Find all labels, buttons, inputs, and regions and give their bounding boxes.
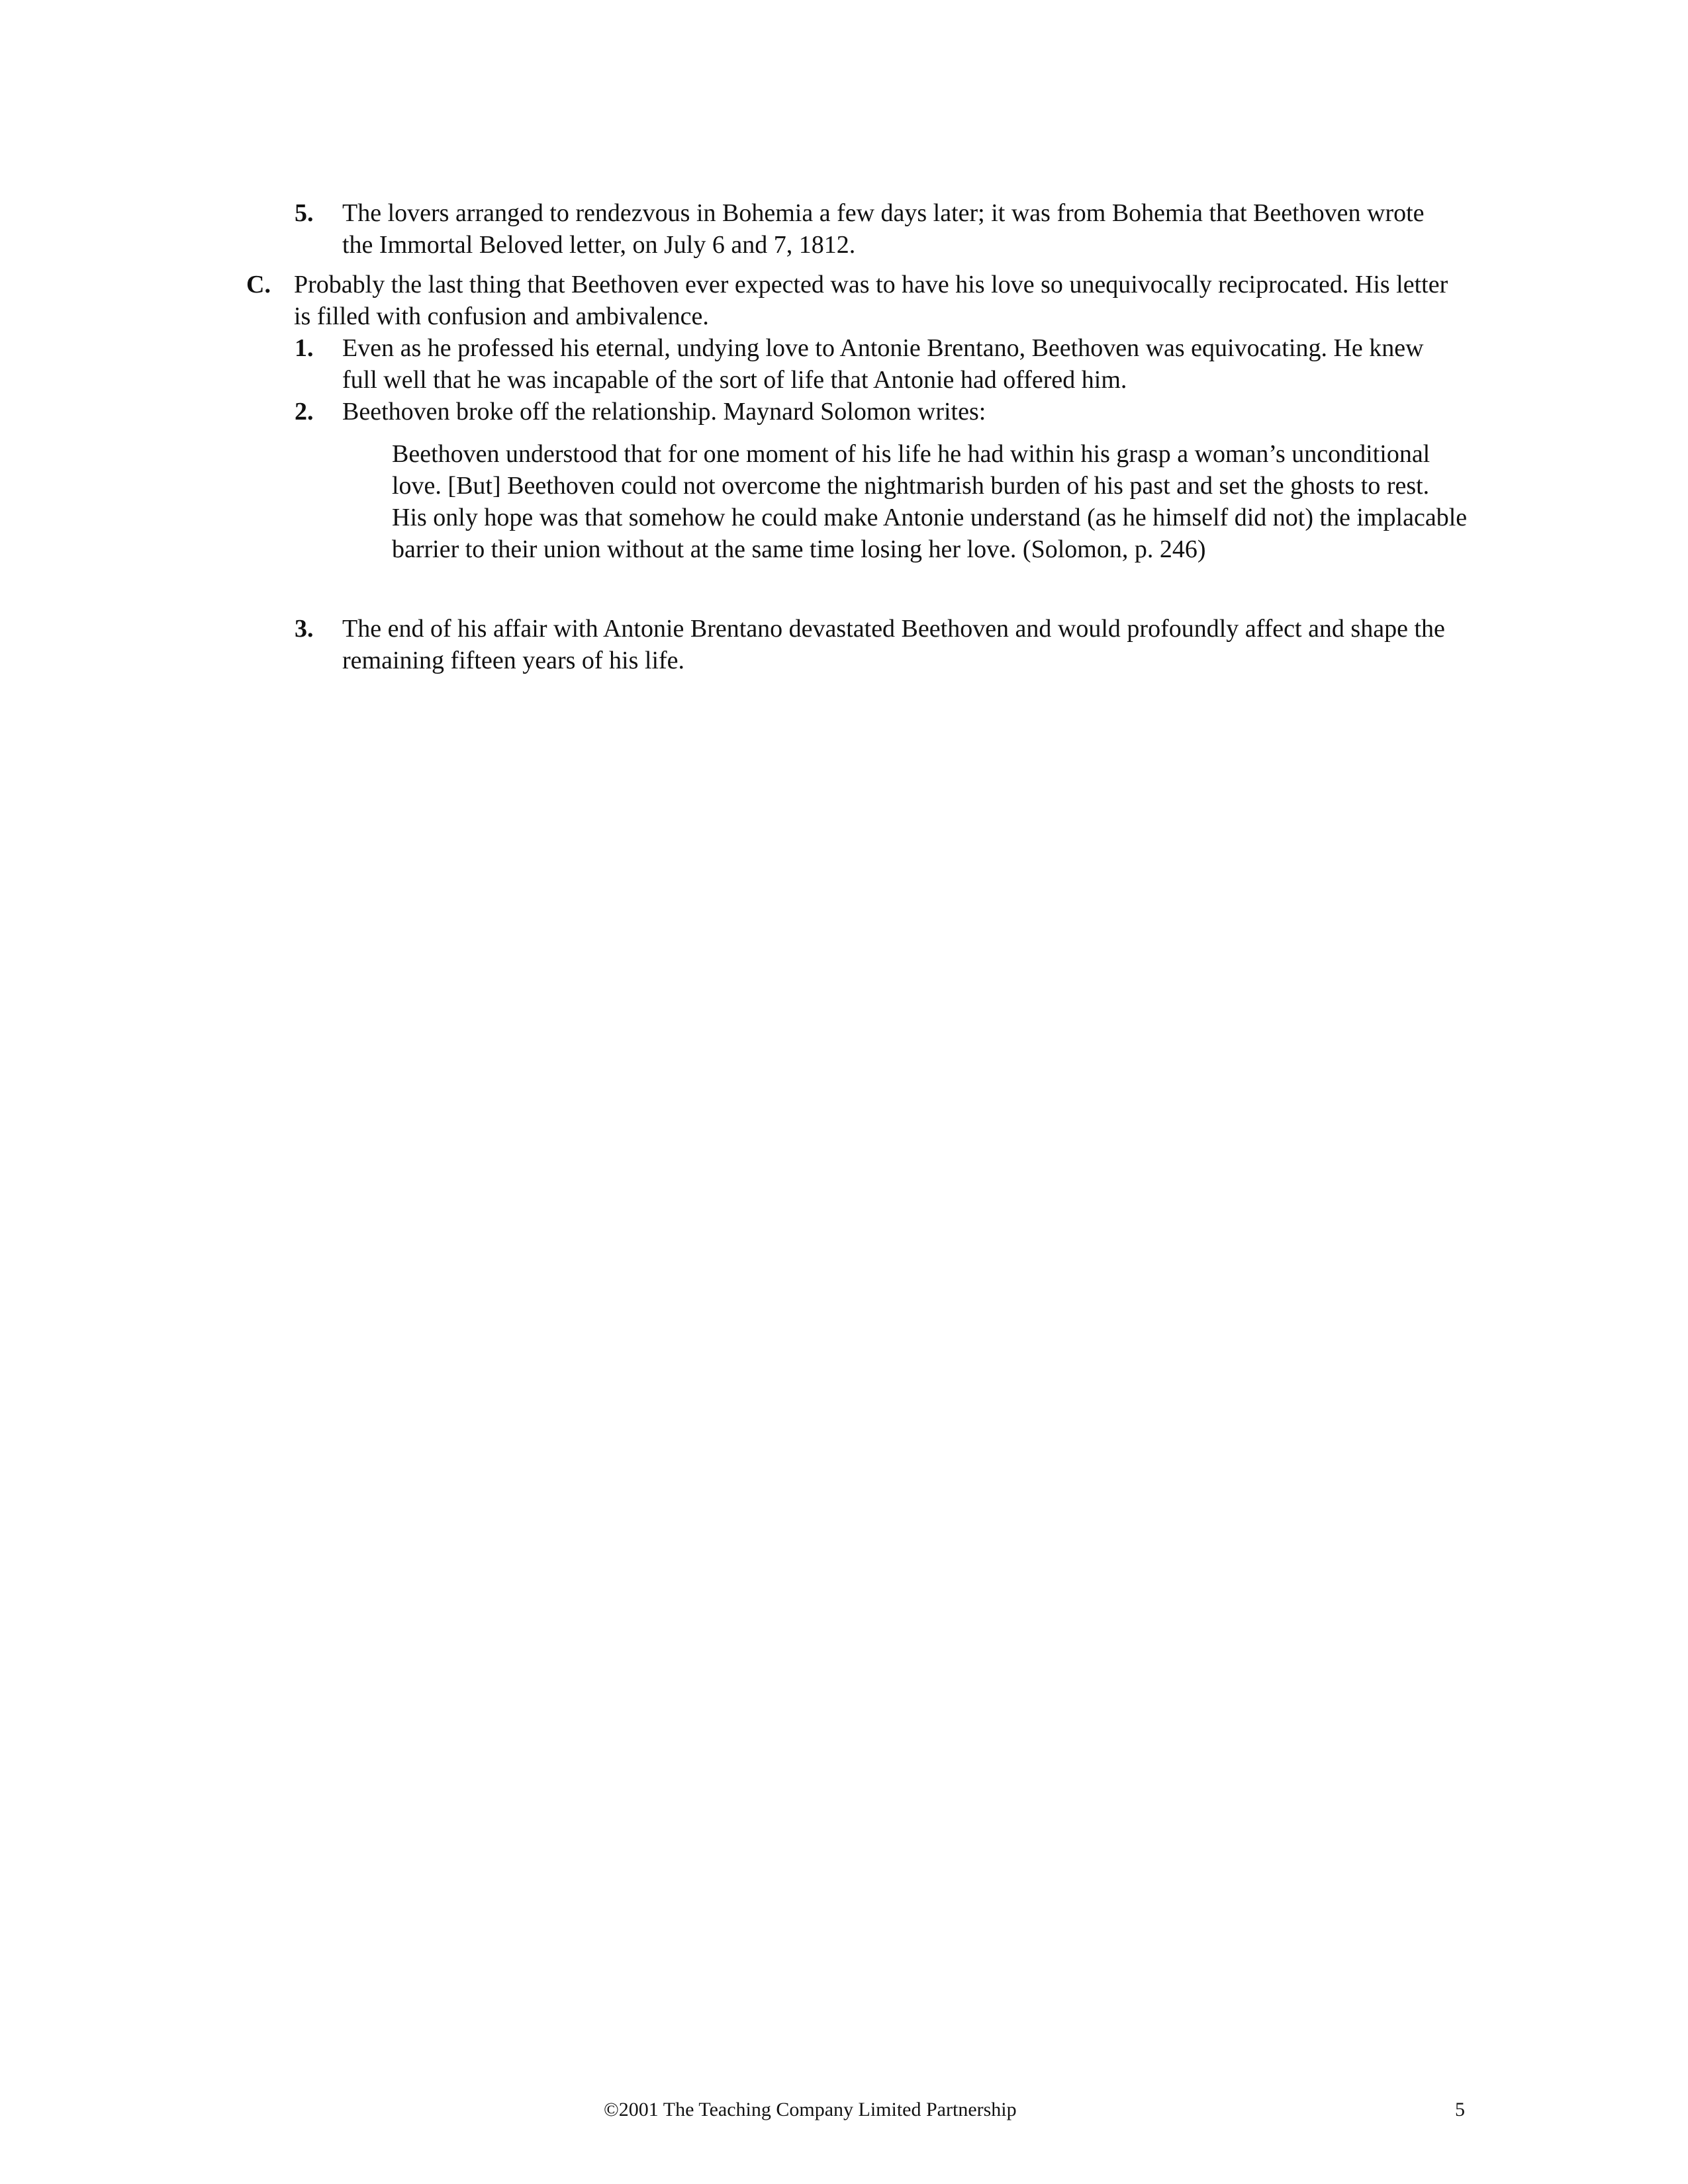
block-quote: Beethoven understood that for one moment of his life he had within his grasp a woman’s unconditional love. [But] Beethoven could not overcome the nightmarish burden of his past and set the ghosts to rest. His only hope was that somehow he could make Antonie understand (as he himself did not) the implacable barrier to their union without at the same time losing her love. (Solomon, p. 246) <box>392 440 1468 563</box>
item-text: Even as he professed his eternal, undying love to Antonie Brentano, Beethoven was equivocating. He knew full well that he was incapable of the sort of life that Antonie had offered him. <box>342 334 1424 394</box>
item-marker: 1. <box>295 334 314 362</box>
page-number: 5 <box>1455 2099 1465 2120</box>
item-text: Beethoven broke off the relationship. Maynard Solomon writes: <box>342 398 986 426</box>
item-marker: 2. <box>295 398 314 426</box>
footer-copyright: ©2001 The Teaching Company Limited Partnership <box>604 2099 1017 2120</box>
item-marker: C. <box>246 271 271 298</box>
item-text: The end of his affair with Antonie Brentano devastated Beethoven and would profoundly affect and shape the remaining fifteen years of his life. <box>342 615 1445 674</box>
item-text: Probably the last thing that Beethoven ever expected was to have his love so unequivocally reciprocated. His letter is filled with confusion and ambivalence. <box>294 271 1448 330</box>
item-text: The lovers arranged to rendezvous in Bohemia a few days later; it was from Bohemia that Beethoven wrote the Immortal Beloved letter, on July 6 and 7, 1812. <box>342 199 1425 259</box>
item-marker: 3. <box>295 615 314 643</box>
item-marker: 5. <box>295 199 314 227</box>
